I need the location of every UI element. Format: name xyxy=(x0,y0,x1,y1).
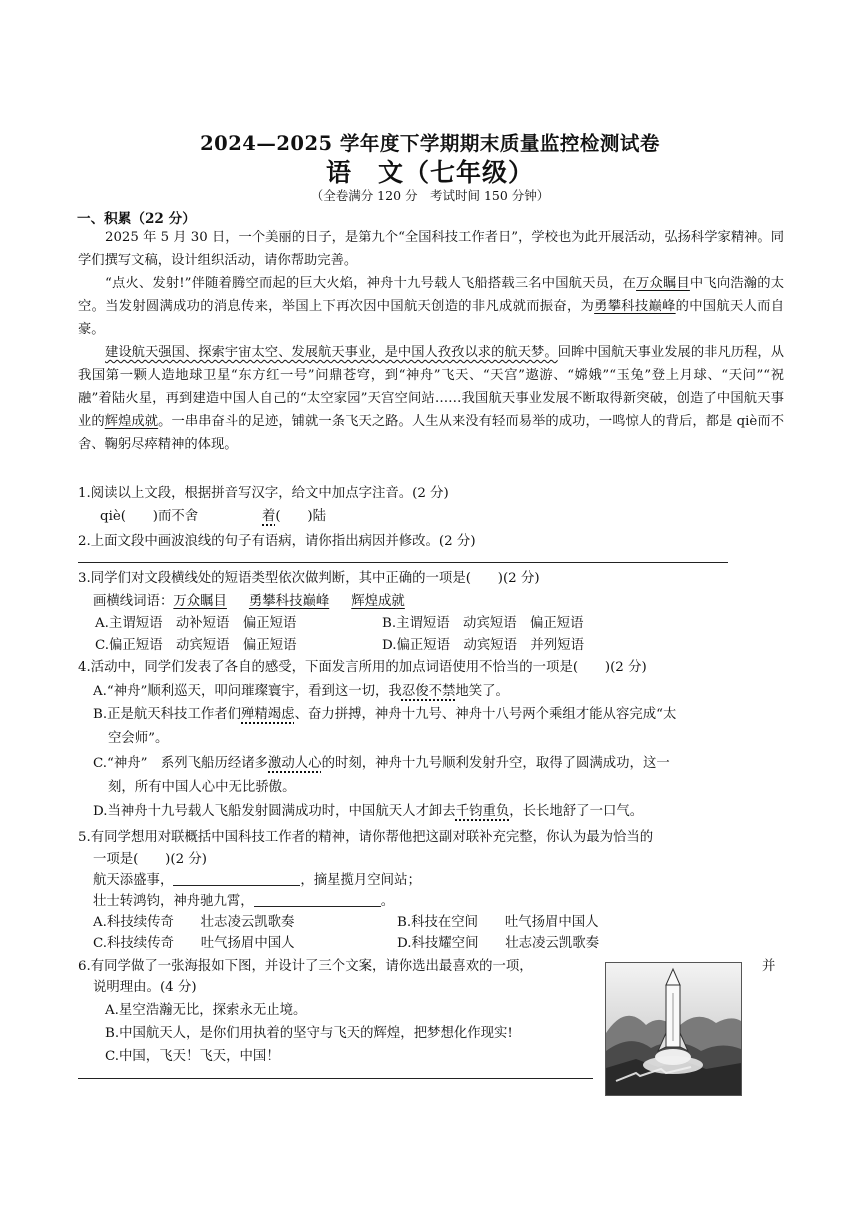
answer-line xyxy=(78,1078,593,1079)
question-1-blank-2: 着( )陆 xyxy=(262,509,327,524)
question-5-stem: 5.有同学想用对联概括中国科技工作者的精神，请你帮他把这副对联补充完整，你认为最为恰当的 xyxy=(78,830,654,845)
exam-info: （全卷满分 120 分 考试时间 150 分钟） xyxy=(310,188,550,203)
rocket-illustration xyxy=(606,963,741,1095)
couplet-line-2: 壮士转鸿钧，神舟驰九霄， 。 xyxy=(93,894,395,909)
passage-paragraph-2: “点火、发射!”伴随着腾空而起的巨大火焰，神舟十九号载人飞船搭载三名中国航天员，在万众瞩目中飞向浩瀚的太空。当发射圆满成功的消息传来，举国上下再次因中国航天创造的非凡成就而振奋，为勇攀科技巅峰的中国航天人而自豪。 xyxy=(78,276,785,338)
question-5-option-c: C.科技续传奇 吐气扬眉中国人 xyxy=(93,936,295,951)
question-5-stem-cont: 一项是( )(2 分) xyxy=(93,852,208,867)
question-5-option-d: D.科技耀空间 壮志凌云凯歌奏 xyxy=(397,936,599,951)
answer-line xyxy=(78,562,728,563)
question-6-option-b: B.中国航天人，是你们用执着的坚守与飞天的辉煌，把梦想化作现实! xyxy=(105,1026,513,1041)
question-6-option-c: C.中国，飞天！飞天，中国！ xyxy=(105,1049,280,1064)
question-4-option-a: A.“神舟”顺利巡天，叩问璀璨寰宇，看到这一切，我忍俊不禁地笑了。 xyxy=(93,684,509,699)
question-3-option-a: A.主谓短语 动补短语 偏正短语 xyxy=(95,616,297,631)
underlined-phrase-3: 辉煌成就 xyxy=(104,414,159,430)
question-4-option-b: B.正是航天科技工作者们殚精竭虑、奋力拼搏，神舟十九号、神舟十八号两个乘组才能从容完成“太 xyxy=(93,707,677,722)
section-heading: 一、积累（22 分） xyxy=(77,211,196,227)
question-6-stem-cont: 说明理由。(4 分) xyxy=(93,980,197,995)
question-4-option-c: C.“神舟” 系列飞船历经诸多激动人心的时刻，神舟十九号顺利发射升空，取得了圆满成功，这一 xyxy=(93,756,670,771)
question-3-option-d: D.偏正短语 动宾短语 并列短语 xyxy=(382,638,584,653)
question-6-stem-end: 并 xyxy=(762,959,776,974)
question-2-stem: 2.上面文段中画波浪线的句子有语病，请你指出病因并修改。(2 分) xyxy=(78,534,476,549)
question-5-option-a: A.科技续传奇 壮志凌云凯歌奏 xyxy=(93,915,295,930)
wavy-sentence: 建设航天强国、探索宇宙太空、发展航天事业，是中国人孜孜以求的航天梦。 xyxy=(105,345,558,360)
question-3-option-c: C.偏正短语 动宾短语 偏正短语 xyxy=(95,638,297,653)
passage-paragraph-3: 建设航天强国、探索宇宙太空、发展航天事业，是中国人孜孜以求的航天梦。回眸中国航天事业发展的非凡历程，从我国第一颗人造地球卫星“东方红一号”问鼎苍穹，到“神舟”飞天、“天宫”遨游、“嫦娥”“玉兔”登上月球、“天问”“祝融”着陆火星，再到建造中国人自己的“太空家园”天宫空间站……我国航天事业发展不断取得新突破，创造了中国航天事业的辉煌成就。一串串奋斗的足迹，铺就一条飞天之路。人生从来没有轻而易举的成功，一鸣惊人的背后，都是 qiè而不舍、鞠躬尽瘁精神的体现。 xyxy=(78,345,785,453)
question-3-words: 画横线词语：万众瞩目 勇攀科技巅峰 辉煌成就 xyxy=(93,594,405,609)
passage-paragraph-1: 2025 年 5 月 30 日，一个美丽的日子，是第九个“全国科技工作者日”，学校也为此开展活动，弘扬科学家精神。同学们撰写文稿，设计组织活动，请你帮助完善。 xyxy=(78,230,785,269)
question-3-stem: 3.同学们对文段横线处的短语类型依次做判断，其中正确的一项是( )(2 分) xyxy=(78,571,540,586)
question-4-option-b-cont: 空会师”。 xyxy=(108,731,169,746)
question-4-stem: 4.活动中，同学们发表了各自的感受，下面发言所用的加点词语使用不恰当的一项是( )(2 分) xyxy=(78,660,647,675)
question-3-option-b: B.主谓短语 动宾短语 偏正短语 xyxy=(382,616,584,631)
question-1-blank-1: qiè( )而不舍 xyxy=(100,509,199,524)
question-4-option-d: D.当神舟十九号载人飞船发射圆满成功时，中国航天人才卸去千钧重负，长长地舒了一口气。 xyxy=(93,804,644,819)
underlined-phrase-2: 勇攀科技巅峰 xyxy=(594,299,676,315)
question-1-stem: 1.阅读以上文段，根据拼音写汉字，给文中加点字注音。(2 分) xyxy=(78,486,449,501)
rocket-poster-image xyxy=(605,962,742,1096)
question-4-option-c-cont: 刻，所有中国人心中无比骄傲。 xyxy=(108,780,296,795)
couplet-line-1: 航天添盛事， ，摘星揽月空间站； xyxy=(93,873,421,888)
question-6-stem: 6.有同学做了一张海报如下图，并设计了三个文案，请你选出最喜欢的一项， xyxy=(78,959,533,974)
question-6-option-a: A.星空浩瀚无比，探索永无止境。 xyxy=(105,1003,307,1018)
underlined-phrase-1: 万众瞩目 xyxy=(636,276,690,291)
subject-title: 语 文（七年级） xyxy=(325,158,534,187)
question-5-option-b: B.科技在空间 吐气扬眉中国人 xyxy=(397,915,599,930)
exam-title: 2024—2025 学年度下学期期末质量监控检测试卷 xyxy=(200,132,660,155)
